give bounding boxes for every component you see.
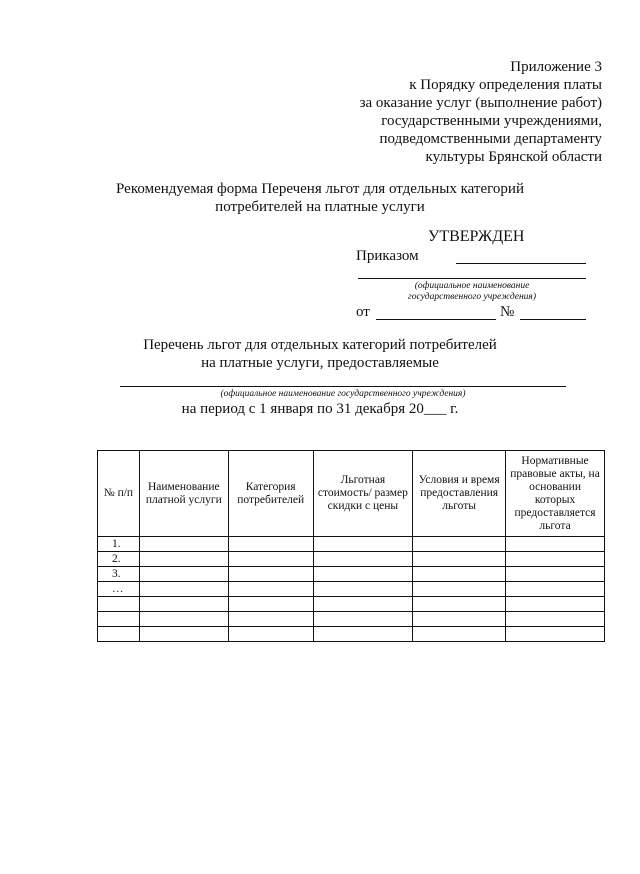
header-service-name: Наименование платной услуги: [139, 451, 228, 537]
empty-cell: [139, 612, 228, 627]
annex-line: культуры Брянской области: [425, 149, 602, 165]
list-title-line: на платные услуги, предоставляемые: [201, 355, 439, 371]
empty-cell: [413, 612, 506, 627]
empty-cell: [413, 597, 506, 612]
table-row: [98, 552, 605, 567]
empty-cell: [313, 597, 413, 612]
empty-cell: [506, 627, 605, 642]
empty-cell: [506, 537, 605, 552]
date-blank-line: [376, 319, 496, 320]
period-text: на период с 1 января по 31 декабря 20___ г.: [181, 401, 459, 417]
header-legal-acts: Нормативные правовые акты, на основании которых предоставляется льгота: [506, 451, 605, 537]
number-blank-line: [520, 319, 586, 320]
header-consumer-category: Категория потребителей: [228, 451, 313, 537]
list-title-line: Перечень льгот для отдельных категорий потребителей: [143, 337, 497, 353]
row-number-cell: 1.: [98, 537, 140, 552]
row-number-cell: …: [98, 582, 140, 597]
table-row: [98, 627, 605, 642]
empty-cell: [413, 537, 506, 552]
empty-cell: [313, 627, 413, 642]
empty-cell: [228, 537, 313, 552]
number-label: №: [500, 304, 515, 320]
empty-cell: [313, 537, 413, 552]
empty-cell: [506, 567, 605, 582]
annex-line: государственными учреждениями,: [381, 113, 602, 129]
header-number: № п/п: [98, 451, 140, 537]
institution-blank-line: [358, 278, 586, 279]
table-row: [98, 537, 605, 552]
approved-title: УТВЕРЖДЕН: [428, 228, 525, 245]
institution-name-note: (официальное наименование государственного учреждения): [220, 389, 466, 399]
row-number-cell: [98, 627, 140, 642]
annex-line: подведомственными департаменту: [379, 131, 602, 147]
empty-cell: [313, 567, 413, 582]
empty-cell: [139, 582, 228, 597]
annex-line: к Порядку определения платы: [409, 77, 602, 93]
annex-line: Приложение 3: [510, 59, 602, 75]
table-row: [98, 597, 605, 612]
empty-cell: [228, 567, 313, 582]
institution-name-line: [120, 386, 566, 387]
empty-cell: [228, 612, 313, 627]
empty-cell: [228, 582, 313, 597]
empty-cell: [506, 552, 605, 567]
empty-cell: [413, 567, 506, 582]
form-title: [0, 180, 640, 216]
table-row: [98, 582, 605, 597]
empty-cell: [139, 627, 228, 642]
institution-note-2: государственного учреждения): [407, 292, 537, 302]
empty-cell: [506, 612, 605, 627]
empty-cell: [228, 552, 313, 567]
header-conditions: Условия и время предоставления льготы: [413, 451, 506, 537]
annex-header: [282, 58, 602, 166]
empty-cell: [413, 627, 506, 642]
empty-cell: [506, 597, 605, 612]
empty-cell: [139, 597, 228, 612]
order-label: Приказом: [356, 248, 419, 264]
empty-cell: [313, 612, 413, 627]
row-number-cell: 3.: [98, 567, 140, 582]
order-blank-line: [456, 263, 586, 264]
row-number-cell: [98, 612, 140, 627]
empty-cell: [506, 582, 605, 597]
annex-line: за оказание услуг (выполнение работ): [359, 95, 602, 111]
list-title: [0, 336, 640, 372]
empty-cell: [139, 567, 228, 582]
institution-note-1: (официальное наименование: [414, 281, 530, 291]
form-title-line: потребителей на платные услуги: [215, 199, 425, 215]
empty-cell: [228, 627, 313, 642]
row-number-cell: [98, 597, 140, 612]
table-row: [98, 612, 605, 627]
benefits-table: [97, 450, 605, 642]
table-row: [98, 567, 605, 582]
empty-cell: [413, 552, 506, 567]
header-discount: Льготная стоимость/ размер скидки с цены: [313, 451, 413, 537]
empty-cell: [313, 552, 413, 567]
empty-cell: [139, 552, 228, 567]
table-header-row: [98, 451, 605, 537]
form-title-line: Рекомендуемая форма Переченя льгот для отдельных категорий: [116, 181, 524, 197]
date-label: от: [356, 304, 370, 320]
empty-cell: [413, 582, 506, 597]
empty-cell: [228, 597, 313, 612]
empty-cell: [313, 582, 413, 597]
empty-cell: [139, 537, 228, 552]
row-number-cell: 2.: [98, 552, 140, 567]
